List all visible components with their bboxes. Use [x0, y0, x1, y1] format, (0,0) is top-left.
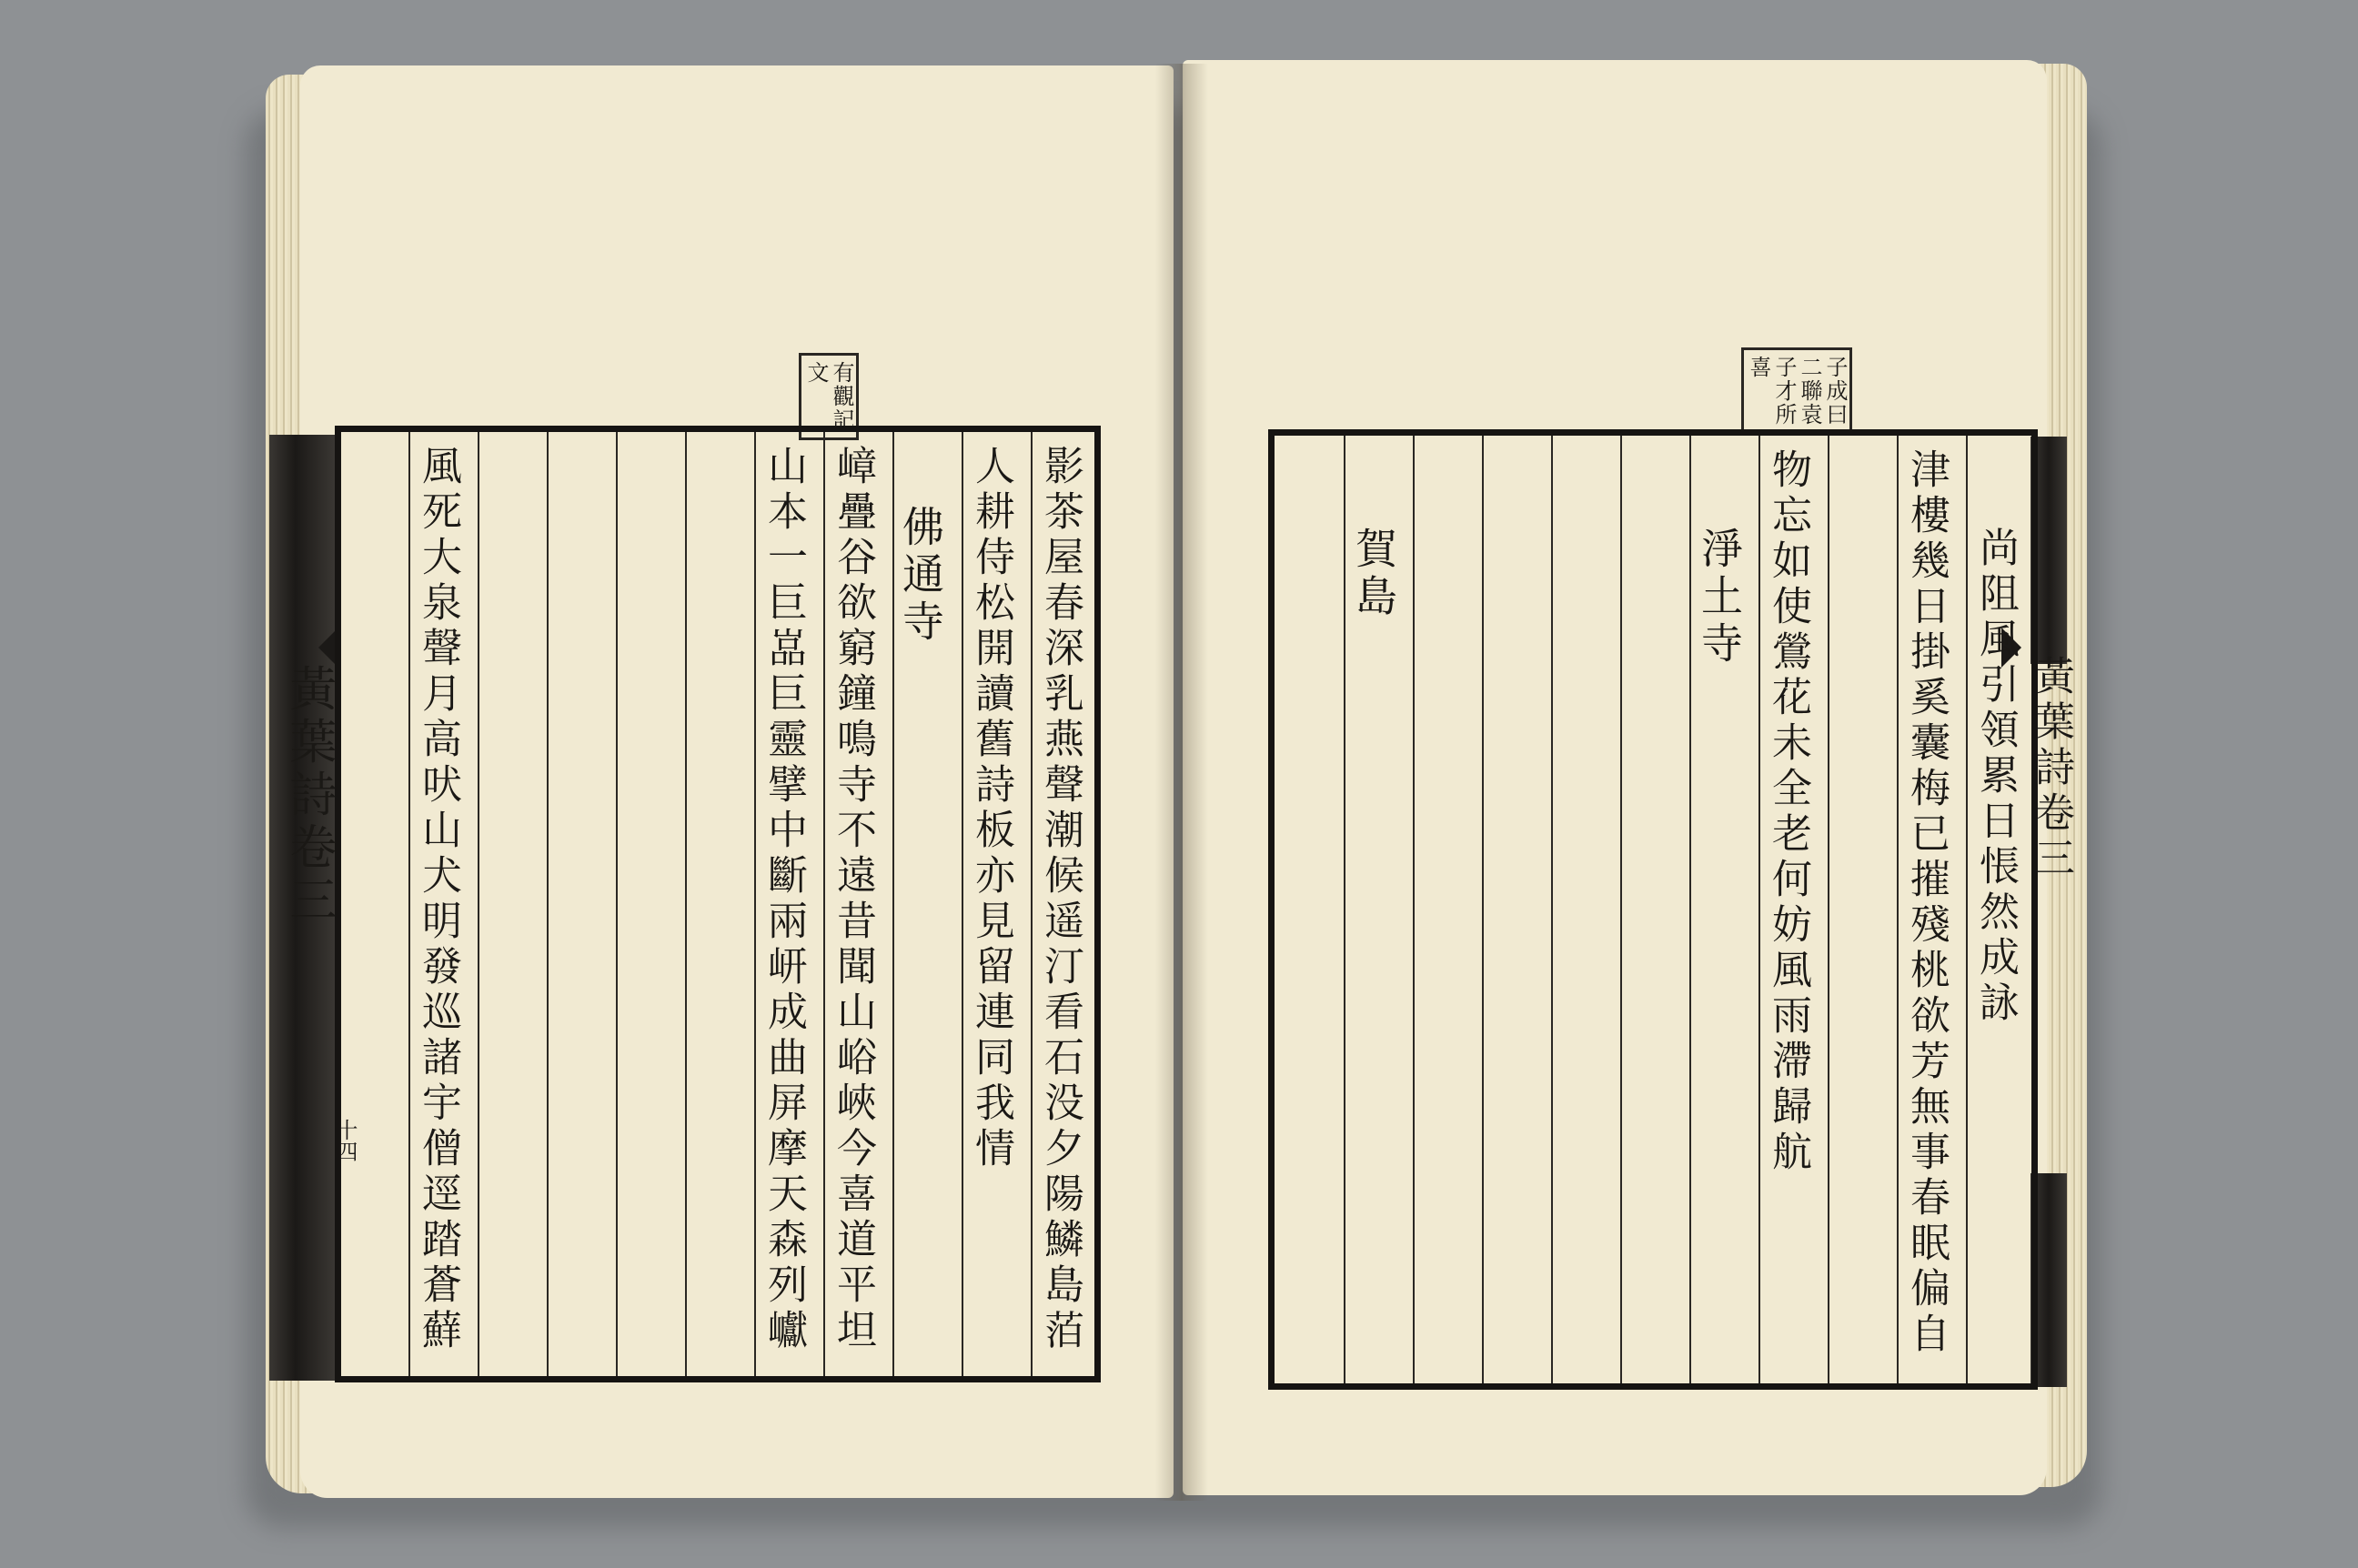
- column-rule: [547, 432, 549, 1376]
- left-leaf-number: 十四: [332, 1119, 358, 1162]
- text-column-2: 津樓幾日掛奚囊梅已摧殘桃欲芳無事春眠偏自: [1903, 448, 1950, 1358]
- poem-title-column: 賀島: [1349, 527, 1398, 621]
- right-margin-title: 黃葉詩卷三: [2028, 655, 2074, 882]
- column-rule: [823, 432, 825, 1376]
- left-margin-title: 黃葉詩卷三: [281, 664, 336, 928]
- column-rule: [1966, 436, 1968, 1383]
- text-column-2: 人耕侍松開讀舊詩板亦見留連同我情: [968, 445, 1014, 1172]
- column-rule: [1828, 436, 1829, 1383]
- column-rule: [1482, 436, 1484, 1383]
- column-rule: [1689, 436, 1691, 1383]
- text-column-10: 風死大泉聲月高吠山犬明發巡諸宇僧逕踏蒼蘚: [415, 445, 461, 1354]
- left-text-frame: [335, 426, 1101, 1382]
- column-rule: [1031, 432, 1033, 1376]
- column-rule: [1413, 436, 1415, 1383]
- headnote-line: 有觀記: [829, 361, 854, 432]
- column-rule: [1551, 436, 1553, 1383]
- column-rule: [1897, 436, 1899, 1383]
- text-column-4: 物忘如使鶯花未全老何妨風雨滯歸航: [1765, 448, 1811, 1176]
- right-text-frame: [1268, 429, 2038, 1390]
- text-column-1: 影茶屋春深乳燕聲潮候遥汀看石没夕陽鱗島萡: [1037, 445, 1083, 1354]
- column-rule: [478, 432, 479, 1376]
- column-rule: [1344, 436, 1345, 1383]
- column-rule: [1620, 436, 1622, 1383]
- column-rule: [962, 432, 963, 1376]
- poem-title-column: 佛通寺: [896, 505, 945, 647]
- right-headnote-box: [1741, 347, 1852, 435]
- column-rule: [1758, 436, 1760, 1383]
- headnote-line: 喜: [1746, 356, 1771, 379]
- headnote-line: 子才所: [1771, 356, 1797, 427]
- column-rule: [408, 432, 410, 1376]
- column-rule: [892, 432, 894, 1376]
- headnote-line: 二聯袁: [1797, 356, 1822, 427]
- text-column-5: 山本一巨嵓巨靈擘中斷兩岍成曲屏摩天森列巘: [761, 445, 807, 1354]
- column-rule: [616, 432, 618, 1376]
- headnote-line: 子成曰: [1822, 356, 1848, 427]
- headnote-line: 文: [803, 361, 829, 385]
- book-gutter: [1155, 64, 1208, 1501]
- column-rule: [754, 432, 756, 1376]
- text-column-1: 尚阻風引領累日悵然成詠: [1972, 527, 2019, 1027]
- text-column-4: 嶂疊谷欲窮鐘鳴寺不遠昔聞山峪峽今喜道平坦: [830, 445, 876, 1354]
- column-rule: [685, 432, 687, 1376]
- poem-title-column: 淨土寺: [1695, 527, 1744, 668]
